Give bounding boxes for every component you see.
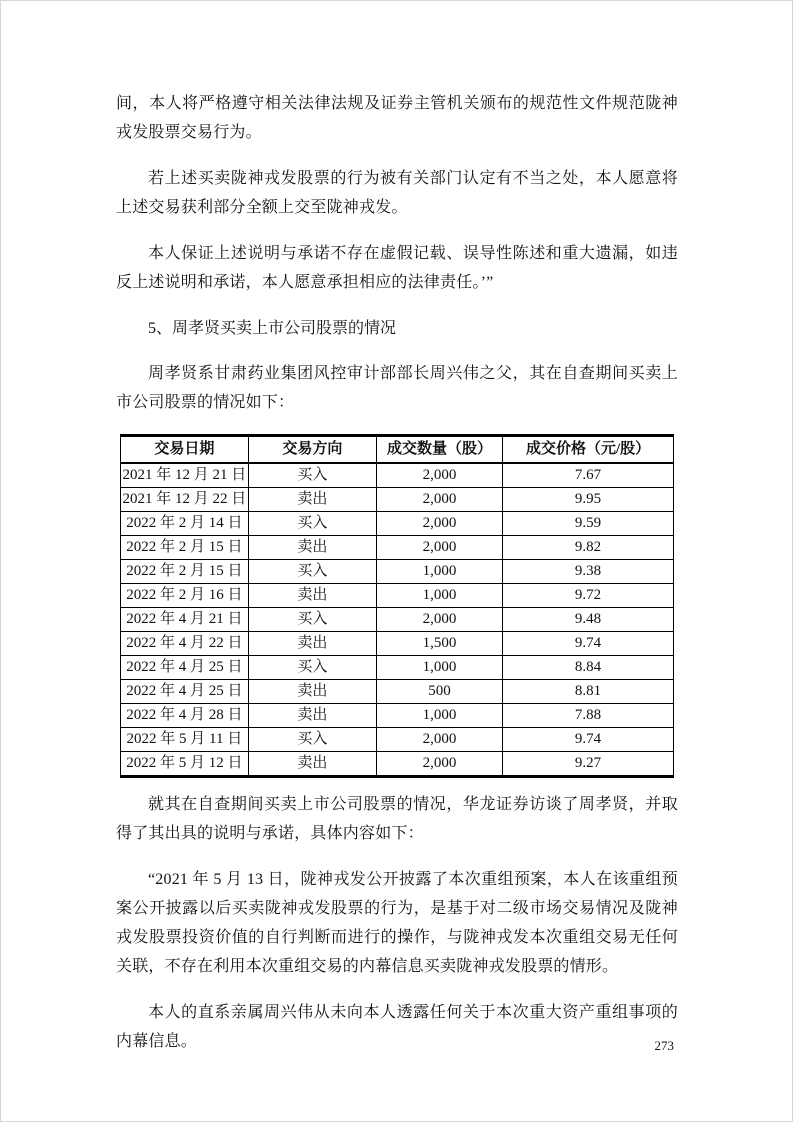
- page-number: 273: [654, 1038, 674, 1053]
- table-cell: 2,000: [377, 608, 503, 632]
- table-cell: 2022 年 4 月 22 日: [121, 632, 249, 656]
- section-heading-5: 5、周孝贤买卖上市公司股票的情况: [148, 320, 397, 337]
- table-cell: 9.48: [503, 608, 674, 632]
- table-row: [121, 463, 674, 488]
- table-cell: 2021 年 12 月 22 日: [121, 488, 249, 512]
- table-cell: 2022 年 5 月 11 日: [121, 728, 249, 752]
- table-row: [121, 728, 674, 752]
- table-cell: 7.67: [503, 463, 674, 488]
- table-row: [121, 656, 674, 680]
- table-row: [121, 752, 674, 777]
- table-cell: 7.88: [503, 704, 674, 728]
- table-row: [121, 488, 674, 512]
- table-cell: 2022 年 4 月 25 日: [121, 656, 249, 680]
- table-cell: 1,500: [377, 632, 503, 656]
- table-cell: 2022 年 2 月 15 日: [121, 560, 249, 584]
- table-cell: 2022 年 5 月 12 日: [121, 752, 249, 777]
- table-cell: 500: [377, 680, 503, 704]
- table-cell: 1,000: [377, 704, 503, 728]
- table-cell: 1,000: [377, 656, 503, 680]
- paragraph-guarantee-statement: 本人保证上述说明与承诺不存在虚假记载、误导性陈述和重大遗漏，如违反上述说明和承诺，本人愿意承担相应的法律责任。’”: [116, 245, 678, 291]
- column-header-trade-direction: 交易方向: [248, 436, 376, 464]
- column-header-trade-date: 交易日期: [121, 436, 249, 464]
- table-cell: 8.84: [503, 656, 674, 680]
- table-cell: 1,000: [377, 584, 503, 608]
- table-cell: 卖出: [248, 680, 376, 704]
- table-cell: 2021 年 12 月 21 日: [121, 463, 249, 488]
- table-cell: 9.59: [503, 512, 674, 536]
- table-cell: 卖出: [248, 536, 376, 560]
- paragraph-interview-intro: 就其在自查期间买卖上市公司股票的情况，华龙证券访谈了周孝贤，并取得了其出具的说明与承诺，具体内容如下：: [116, 796, 678, 842]
- trades-table-body: [121, 463, 674, 777]
- table-cell: 买入: [248, 463, 376, 488]
- table-row: [121, 512, 674, 536]
- table-cell: 2022 年 2 月 15 日: [121, 536, 249, 560]
- paragraph-improper-trading-remedy: 若上述买卖陇神戎发股票的行为被有关部门认定有不当之处，本人愿意将上述交易获利部分全额上交至陇神戎发。: [116, 170, 678, 216]
- table-cell: 2,000: [377, 728, 503, 752]
- table-cell: 卖出: [248, 632, 376, 656]
- table-cell: 卖出: [248, 584, 376, 608]
- table-cell: 2,000: [377, 512, 503, 536]
- table-cell: 2022 年 2 月 16 日: [121, 584, 249, 608]
- table-row: [121, 560, 674, 584]
- table-cell: 9.38: [503, 560, 674, 584]
- paragraph-no-inside-info: 本人的直系亲属周兴伟从未向本人透露任何关于本次重大资产重组事项的内幕信息。: [116, 1004, 678, 1050]
- table-cell: 2022 年 4 月 25 日: [121, 680, 249, 704]
- table-cell: 卖出: [248, 488, 376, 512]
- table-row: [121, 632, 674, 656]
- table-row: [121, 584, 674, 608]
- table-cell: 2,000: [377, 488, 503, 512]
- table-cell: 1,000: [377, 560, 503, 584]
- table-cell: 9.74: [503, 632, 674, 656]
- table-cell: 2022 年 2 月 14 日: [121, 512, 249, 536]
- table-row: [121, 608, 674, 632]
- table-header-row: [121, 436, 674, 464]
- table-cell: 买入: [248, 656, 376, 680]
- table-cell: 9.95: [503, 488, 674, 512]
- paragraph-quote-statement: “2021 年 5 月 13 日，陇神戎发公开披露了本次重组预案，本人在该重组预案公开披露以后买卖陇神戎发股票的行为，是基于对二级市场交易情况及陇神戎发股票投资价值的自行判断而进行的操作，与陇神戎发本次重组交易无任何关联，不存在利用本次重组交易的内幕信息买卖陇神戎发股票的情形。: [116, 871, 678, 975]
- table-cell: 9.74: [503, 728, 674, 752]
- table-cell: 买入: [248, 512, 376, 536]
- table-cell: 9.82: [503, 536, 674, 560]
- table-cell: 2,000: [377, 463, 503, 488]
- column-header-volume: 成交数量（股）: [377, 436, 503, 464]
- table-cell: 2,000: [377, 536, 503, 560]
- table-cell: 买入: [248, 560, 376, 584]
- table-cell: 买入: [248, 728, 376, 752]
- paragraph-continuation: 间，本人将严格遵守相关法律法规及证券主管机关颁布的规范性文件规范陇神戎发股票交易行为。: [116, 95, 678, 141]
- table-cell: 9.27: [503, 752, 674, 777]
- table-cell: 买入: [248, 608, 376, 632]
- table-cell: 8.81: [503, 680, 674, 704]
- column-header-price: 成交价格（元/股）: [503, 436, 674, 464]
- stock-trades-table: [120, 434, 674, 778]
- table-cell: 9.72: [503, 584, 674, 608]
- table-row: [121, 536, 674, 560]
- table-row: [121, 680, 674, 704]
- table-cell: 卖出: [248, 704, 376, 728]
- table-cell: 2022 年 4 月 21 日: [121, 608, 249, 632]
- table-cell: 卖出: [248, 752, 376, 777]
- paragraph-zhouxiaoxian-intro: 周孝贤系甘肃药业集团风控审计部部长周兴伟之父，其在自查期间买卖上市公司股票的情况如下：: [116, 365, 678, 411]
- table-row: [121, 704, 674, 728]
- table-cell: 2,000: [377, 752, 503, 777]
- table-cell: 2022 年 4 月 28 日: [121, 704, 249, 728]
